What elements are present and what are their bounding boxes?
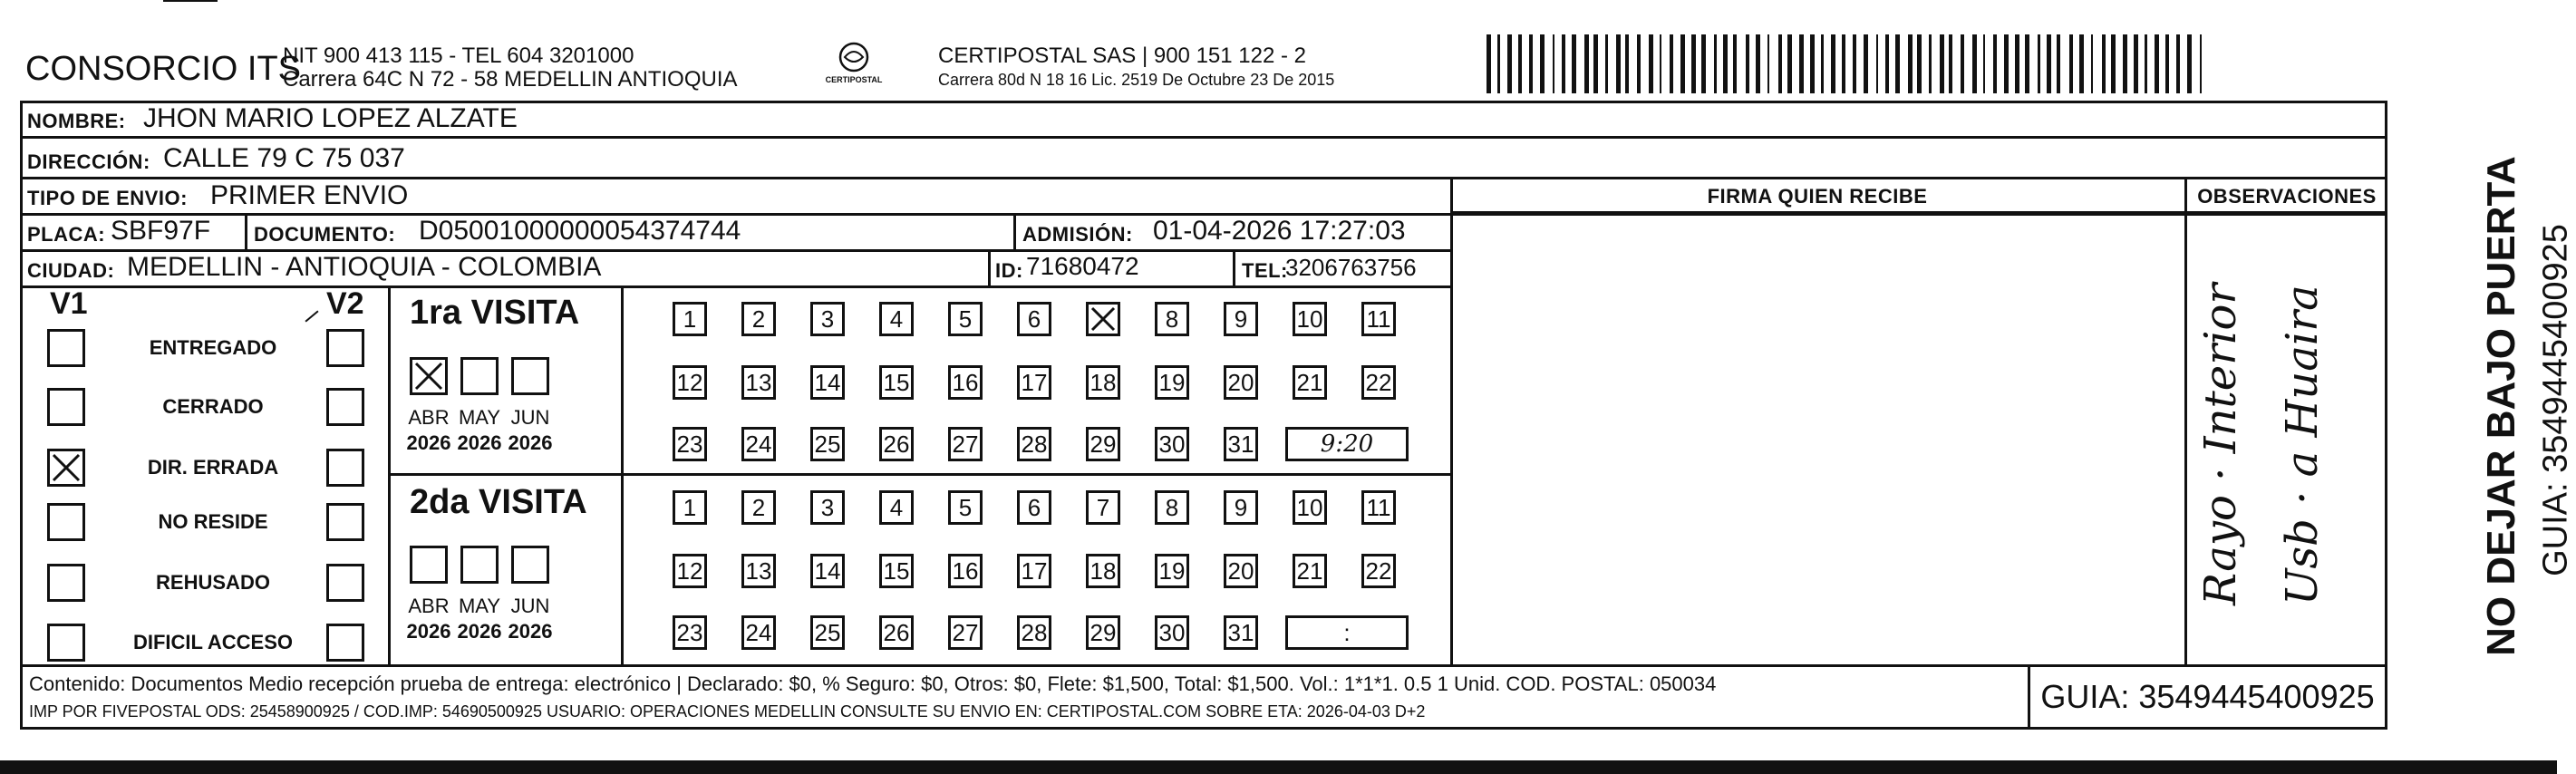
v1-checkbox[interactable] — [47, 449, 85, 487]
day-box[interactable]: 20 — [1224, 365, 1258, 400]
day-box[interactable]: 3 — [810, 302, 845, 336]
day-box[interactable]: 1 — [673, 490, 707, 525]
v2-checkbox[interactable] — [326, 388, 364, 426]
barcode-bar — [1983, 34, 1985, 93]
year-label: 2026 — [457, 431, 502, 454]
barcode-bar — [2069, 34, 2073, 93]
tel-label: TEL: — [1242, 259, 1288, 282]
barcode-bar — [2038, 34, 2040, 93]
barcode-bar — [1701, 34, 1706, 93]
month-checkbox[interactable] — [511, 546, 549, 584]
day-box[interactable]: 31 — [1224, 615, 1258, 650]
day-box[interactable]: 10 — [1293, 302, 1327, 336]
barcode-bar — [2057, 34, 2060, 93]
visit-divider — [388, 473, 1450, 476]
col-line — [988, 249, 991, 285]
month-checkbox[interactable] — [460, 546, 499, 584]
day-box[interactable]: 19 — [1155, 365, 1189, 400]
tipo-value: PRIMER ENVIO — [210, 180, 409, 210]
barcode-bar — [2102, 34, 2106, 93]
day-box[interactable]: 14 — [810, 365, 845, 400]
barcode-bar — [1746, 34, 1749, 93]
tipo-label: TIPO DE ENVIO: — [27, 187, 188, 209]
barcode-bar — [1553, 34, 1554, 93]
certipostal-logo-icon — [820, 41, 888, 91]
day-box[interactable]: 10 — [1293, 490, 1327, 525]
x-mark-icon — [412, 360, 445, 392]
barcode-bar — [1799, 34, 1804, 93]
barcode-bar — [1810, 34, 1815, 93]
v1-checkbox[interactable] — [47, 624, 85, 662]
barcode-bar — [1756, 34, 1760, 93]
placa-label: PLACA: — [27, 223, 106, 246]
day-box[interactable]: 30 — [1155, 615, 1189, 650]
nombre-label: NOMBRE: — [27, 110, 126, 132]
x-mark-icon — [1089, 305, 1118, 334]
address-line: Carrera 64C N 72 - 58 MEDELLIN ANTIOQUIA — [283, 67, 738, 92]
guia-box-value: GUIA: 3549445400925 — [2040, 678, 2375, 715]
month-label: MAY — [458, 406, 501, 429]
day-box[interactable]: 29 — [1086, 427, 1120, 461]
month-checkbox[interactable] — [511, 357, 549, 395]
v2-checkbox[interactable] — [326, 449, 364, 487]
status-label: NO RESIDE — [158, 510, 268, 533]
col-line — [2184, 177, 2187, 666]
day-box[interactable]: 21 — [1293, 554, 1327, 588]
observation-note-1: Rayo · Interior — [2195, 283, 2246, 605]
tel-value: 3206763756 — [1285, 254, 1417, 281]
day-box[interactable]: 8 — [1155, 302, 1189, 336]
day-box[interactable]: 16 — [948, 554, 983, 588]
day-box[interactable]: 24 — [741, 427, 776, 461]
day-box[interactable]: 25 — [810, 427, 845, 461]
barcode-bar — [1670, 34, 1673, 93]
col-line — [621, 285, 624, 666]
time-box[interactable]: 9:20 — [1285, 427, 1409, 461]
barcode-bar — [2111, 34, 2116, 93]
day-box[interactable]: 11 — [1361, 490, 1396, 525]
admision-value: 01-04-2026 17:27:03 — [1153, 216, 1406, 246]
nombre-value: JHON MARIO LOPEZ ALZATE — [143, 103, 518, 133]
barcode-bar — [1637, 34, 1641, 93]
barcode-bar — [2079, 34, 2084, 93]
barcode-bar — [1864, 34, 1868, 93]
month-checkbox[interactable] — [410, 546, 448, 584]
id-label: ID: — [995, 259, 1023, 282]
admision-label: ADMISIÓN: — [1022, 223, 1133, 246]
barcode-bar — [1733, 34, 1737, 93]
month-label: ABR — [408, 406, 450, 429]
day-box[interactable]: 4 — [879, 302, 914, 336]
barcode-bar — [1885, 34, 1889, 93]
month-label: JUN — [510, 406, 550, 429]
barcode-bar — [1972, 34, 1977, 93]
observation-note-2: Usb · a Huaira — [2277, 285, 2328, 605]
barcode-bar — [1616, 34, 1621, 93]
barcode-bar — [1605, 34, 1608, 93]
col-header-line — [1450, 211, 2387, 214]
day-box[interactable]: 6 — [1017, 490, 1051, 525]
barcode-bar — [1572, 34, 1576, 93]
status-label: DIFICIL ACCESO — [132, 631, 293, 653]
day-box[interactable]: 23 — [673, 615, 707, 650]
documento-label: DOCUMENTO: — [254, 223, 396, 246]
col-line — [1450, 177, 1453, 666]
v1-checkbox[interactable] — [47, 329, 85, 367]
certipostal-sub: Carrera 80d N 18 16 Lic. 2519 De Octubre 23 De 2015 — [938, 71, 1335, 89]
day-box[interactable]: 5 — [948, 302, 983, 336]
day-box[interactable]: 25 — [810, 615, 845, 650]
status-label: REHUSADO — [156, 571, 270, 594]
v1-checkbox[interactable] — [47, 388, 85, 426]
v1-label: V1 — [50, 286, 88, 321]
col-line — [388, 285, 391, 666]
barcode-bar — [1625, 34, 1629, 93]
barcode-bar — [1691, 34, 1696, 93]
barcode-bar — [2015, 34, 2019, 93]
row-line — [20, 177, 2387, 179]
barcode-bar — [1917, 34, 1922, 93]
barcode-bar — [2165, 34, 2169, 93]
year-label: 2026 — [457, 620, 502, 643]
v1-checkbox[interactable] — [47, 503, 85, 541]
row-line — [20, 664, 2387, 667]
day-box[interactable]: 26 — [879, 615, 914, 650]
imp-line: IMP POR FIVEPOSTAL ODS: 25458900925 / COD.IMP: 54690500925 USUARIO: OPERACIONES MEDELLIN CONSULTE SU ENVIO EN: CERTIPOSTAL.COM SOBRE ETA: 2026-04-03 D+2 — [29, 702, 1426, 721]
v1-checkbox[interactable] — [47, 564, 85, 602]
top-mark — [163, 0, 218, 2]
barcode — [1487, 34, 2212, 93]
day-box[interactable]: 30 — [1155, 427, 1189, 461]
col-line — [245, 213, 247, 249]
barcode-bar — [1908, 34, 1913, 93]
barcode-bar — [1929, 34, 1932, 93]
day-box[interactable]: 24 — [741, 615, 776, 650]
barcode-bar — [1562, 34, 1565, 93]
documento-value: D05001000000054374744 — [419, 216, 741, 246]
year-label: 2026 — [508, 431, 553, 454]
barcode-bar — [1680, 34, 1685, 93]
barcode-bar — [1660, 34, 1661, 93]
barcode-bar — [2091, 34, 2093, 93]
col-line — [1233, 249, 1235, 285]
barcode-bar — [1714, 34, 1717, 93]
day-box[interactable]: 18 — [1086, 554, 1120, 588]
month-label: MAY — [458, 595, 501, 617]
x-mark-icon — [50, 451, 82, 484]
barcode-bar — [2004, 34, 2009, 93]
ciudad-label: CIUDAD: — [27, 259, 115, 282]
barcode-bar — [1497, 34, 1500, 93]
month-checkbox[interactable] — [410, 357, 448, 395]
barcode-bar — [1649, 34, 1653, 93]
v2-checkbox[interactable] — [326, 564, 364, 602]
barcode-bar — [1487, 34, 1491, 93]
day-box[interactable]: 4 — [879, 490, 914, 525]
barcode-bar — [2047, 34, 2051, 93]
barcode-bar — [1787, 34, 1792, 93]
year-label: 2026 — [406, 431, 451, 454]
day-box[interactable]: 20 — [1224, 554, 1258, 588]
barcode-bar — [1993, 34, 1997, 93]
time-box[interactable]: : — [1285, 615, 1409, 650]
day-box[interactable]: 18 — [1086, 365, 1120, 400]
barcode-bar — [1540, 34, 1545, 93]
day-box[interactable]: 23 — [673, 427, 707, 461]
day-box[interactable]: 27 — [948, 615, 983, 650]
day-box[interactable]: 17 — [1017, 365, 1051, 400]
barcode-bar — [2155, 34, 2159, 93]
day-box[interactable]: 8 — [1155, 490, 1189, 525]
day-box[interactable]: 22 — [1361, 554, 1396, 588]
status-label: DIR. ERRADA — [147, 456, 279, 479]
day-box[interactable]: 13 — [741, 365, 776, 400]
barcode-bar — [1940, 34, 1944, 93]
day-box[interactable]: 28 — [1017, 615, 1051, 650]
barcode-bar — [1778, 34, 1782, 93]
day-box[interactable]: 5 — [948, 490, 983, 525]
barcode-bar — [2200, 34, 2202, 93]
day-box[interactable]: 13 — [741, 554, 776, 588]
day-box[interactable]: 15 — [879, 554, 914, 588]
barcode-bar — [1507, 34, 1512, 93]
day-box[interactable]: 2 — [741, 490, 776, 525]
month-label: JUN — [510, 595, 550, 617]
v2-checkbox[interactable] — [326, 329, 364, 367]
day-box[interactable]: 16 — [948, 365, 983, 400]
day-box[interactable]: 7 — [1086, 490, 1120, 525]
day-box[interactable] — [1086, 302, 1120, 336]
month-checkbox[interactable] — [460, 357, 499, 395]
no-dejar-warning: NO DEJAR BAJO PUERTA — [2479, 156, 2523, 656]
id-value: 71680472 — [1026, 252, 1139, 280]
day-box[interactable]: 15 — [879, 365, 914, 400]
ciudad-value: MEDELLIN - ANTIOQUIA - COLOMBIA — [127, 252, 602, 282]
barcode-bar — [1593, 34, 1598, 93]
day-box[interactable]: 26 — [879, 427, 914, 461]
day-box[interactable]: 29 — [1086, 615, 1120, 650]
first-visit-title: 1ra VISITA — [410, 294, 580, 332]
status-label: CERRADO — [162, 395, 264, 418]
barcode-bar — [1876, 34, 1878, 93]
day-box[interactable]: 31 — [1224, 427, 1258, 461]
firma-header: FIRMA QUIEN RECIBE — [1707, 185, 1928, 208]
placa-value: SBF97F — [111, 216, 211, 246]
barcode-bar — [2134, 34, 2138, 93]
barcode-bar — [1961, 34, 1964, 93]
row-line — [20, 136, 2387, 139]
day-box[interactable]: 12 — [673, 365, 707, 400]
day-box[interactable]: 14 — [810, 554, 845, 588]
v2-checkbox[interactable] — [326, 503, 364, 541]
month-label: ABR — [408, 595, 450, 617]
nit-line: NIT 900 413 115 - TEL 604 3201000 — [283, 44, 634, 68]
day-box[interactable]: 11 — [1361, 302, 1396, 336]
company-name: CONSORCIO ITS — [25, 50, 302, 88]
barcode-bar — [1831, 34, 1835, 93]
day-box[interactable]: 22 — [1361, 365, 1396, 400]
side-guia: GUIA: 3549445400925 — [2536, 224, 2575, 576]
barcode-bar — [1842, 34, 1845, 93]
direccion-value: CALLE 79 C 75 037 — [163, 143, 405, 173]
barcode-bar — [1723, 34, 1728, 93]
day-box[interactable]: 1 — [673, 302, 707, 336]
barcode-bar — [2123, 34, 2127, 93]
day-box[interactable]: 9 — [1224, 302, 1258, 336]
year-label: 2026 — [508, 620, 553, 643]
barcode-bar — [2187, 34, 2192, 93]
barcode-bar — [1584, 34, 1589, 93]
observaciones-header: OBSERVACIONES — [2197, 185, 2377, 208]
day-box[interactable]: 27 — [948, 427, 983, 461]
barcode-bar — [1518, 34, 1522, 93]
row-line — [20, 285, 1450, 288]
col-line — [1013, 213, 1016, 249]
barcode-bar — [2176, 34, 2180, 93]
v2-label: V2 — [326, 286, 364, 321]
day-box[interactable]: 2 — [741, 302, 776, 336]
day-box[interactable]: 21 — [1293, 365, 1327, 400]
direccion-label: DIRECCIÓN: — [27, 150, 150, 173]
barcode-bar — [1529, 34, 1533, 93]
barcode-bar — [1853, 34, 1856, 93]
barcode-bar — [2145, 34, 2147, 93]
day-box[interactable]: 3 — [810, 490, 845, 525]
v2-checkbox[interactable] — [326, 624, 364, 662]
certipostal-line: CERTIPOSTAL SAS | 900 151 122 - 2 — [938, 44, 1306, 68]
status-label: ENTREGADO — [149, 336, 277, 359]
year-label: 2026 — [406, 620, 451, 643]
day-box[interactable]: 12 — [673, 554, 707, 588]
barcode-bar — [1895, 34, 1900, 93]
barcode-bar — [1767, 34, 1769, 93]
day-box[interactable]: 9 — [1224, 490, 1258, 525]
bottom-bar — [0, 760, 2557, 774]
day-box[interactable]: 19 — [1155, 554, 1189, 588]
svg-text:CERTIPOSTAL: CERTIPOSTAL — [825, 75, 883, 84]
contenido-line: Contenido: Documentos Medio recepción prueba de entrega: electrónico | Declarado: $0, % Seguro: $0, Otros: $0, Flete: $1,500, Total: $1,500. Vol.: 1*1*1. 0.5 1 Unid. COD. POSTAL: 050034 — [29, 672, 1717, 695]
barcode-bar — [1949, 34, 1952, 93]
day-box[interactable]: 28 — [1017, 427, 1051, 461]
barcode-bar — [1821, 34, 1824, 93]
day-box[interactable]: 6 — [1017, 302, 1051, 336]
barcode-bar — [2025, 34, 2029, 93]
day-box[interactable]: 17 — [1017, 554, 1051, 588]
second-visit-title: 2da VISITA — [410, 483, 587, 521]
